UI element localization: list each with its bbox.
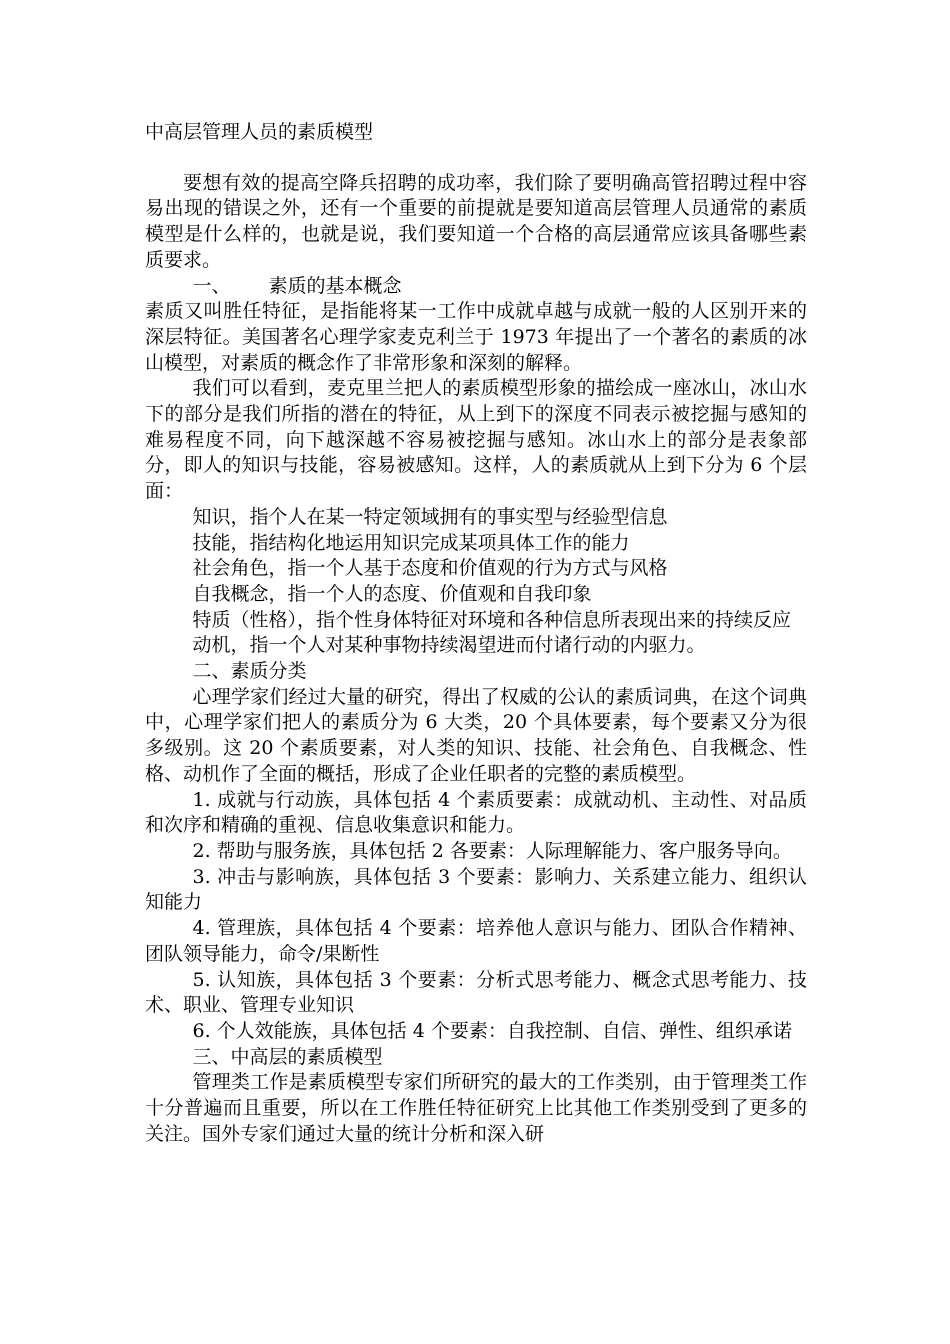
dictionary-paragraph: 心理学家们经过大量的研究，得出了权威的公认的素质词典，在这个词典中，心理学家们把人的素质分为 6 大类，20 个具体要素，每个要素又分为很多级别。这 20 个素质要素，对人类的知识、技能、社会角色、自我概念、性格、动机作了全面的概括，形成了企业任职者的完整的素质模型。 xyxy=(145,685,807,785)
cluster-item-1: 1. 成就与行动族，具体包括 4 个素质要素：成就动机、主动性、对品质和次序和精确的重视、信息收集意识和能力。 xyxy=(145,788,807,837)
cluster-item-6: 6. 个人效能族，具体包括 4 个要素：自我控制、自信、弹性、组织承诺 xyxy=(192,1019,792,1042)
section-heading-2: 二、素质分类 xyxy=(192,660,307,683)
cluster-item-2: 2. 帮助与服务族，具体包括 2 各要素：人际理解能力、客户服务导向。 xyxy=(192,839,792,862)
layer-item-knowledge: 知识，指个人在某一特定领域拥有的事实型与经验型信息 xyxy=(192,505,668,528)
section-heading-1-text: 素质的基本概念 xyxy=(268,274,402,297)
layer-item-motive: 动机，指一个人对某种事物持续渴望进而付诸行动的内驱力。 xyxy=(192,634,706,657)
document-title: 中高层管理人员的素质模型 xyxy=(145,121,374,143)
layer-item-social-role: 社会角色，指一个人基于态度和价值观的行为方式与风格 xyxy=(192,557,668,580)
definition-paragraph: 素质又叫胜任特征，是指能将某一工作中成就卓越与成就一般的人区别开来的深层特征。美国著名心理学家麦克利兰于 1973 年提出了一个著名的素质的冰山模型，对素质的概念作了非常形象和深刻的解释。 xyxy=(145,300,807,374)
section-heading-3: 三、中高层的素质模型 xyxy=(192,1045,383,1068)
cluster-item-4: 4. 管理族，具体包括 4 个要素：培养他人意识与能力、团队合作精神、团队领导能力，命令/果断性 xyxy=(145,917,807,965)
cluster-item-5: 5. 认知族，具体包括 3 个要素：分析式思考能力、概念式思考能力、技术、职业、管理专业知识 xyxy=(145,968,807,1017)
layer-item-skill: 技能，指结构化地运用知识完成某项具体工作的能力 xyxy=(192,531,630,554)
layer-item-self-concept: 自我概念，指一个人的态度、价值观和自我印象 xyxy=(192,582,592,605)
iceberg-paragraph: 我们可以看到，麦克里兰把人的素质模型形象的描绘成一座冰山，冰山水下的部分是我们所指的潜在的特征，从上到下的深度不同表示被挖掘与感知的难易程度不同，向下越深越不容易被挖掘与感知。冰山水上的部分是表象部分，即人的知识与技能，容易被感知。这样，人的素质就从上到下分为 6 个层面： xyxy=(145,377,807,503)
management-paragraph: 管理类工作是素质模型专家们所研究的最大的工作类别，由于管理类工作十分普遍而且重要，所以在工作胜任特征研究上比其他工作类别受到了更多的关注。国外专家们通过大量的统计分析和深入研 xyxy=(145,1071,807,1145)
section-heading-1-number: 一、 xyxy=(192,274,231,297)
intro-paragraph: 要想有效的提高空降兵招聘的成功率，我们除了要明确高管招聘过程中容易出现的错误之外，还有一个重要的前提就是要知道高层管理人员通常的素质模型是什么样的，也就是说，我们要知道一个合格的高层通常应该具备哪些素质要求。 xyxy=(145,171,807,271)
document-body xyxy=(145,120,807,1147)
layer-item-trait: 特质（性格），指个性身体特征对环境和各种信息所表现出来的持续反应 xyxy=(192,608,792,631)
section-heading-1 xyxy=(145,274,807,300)
cluster-item-3: 3. 冲击与影响族，具体包括 3 个要素：影响力、关系建立能力、组织认知能力 xyxy=(145,865,807,914)
